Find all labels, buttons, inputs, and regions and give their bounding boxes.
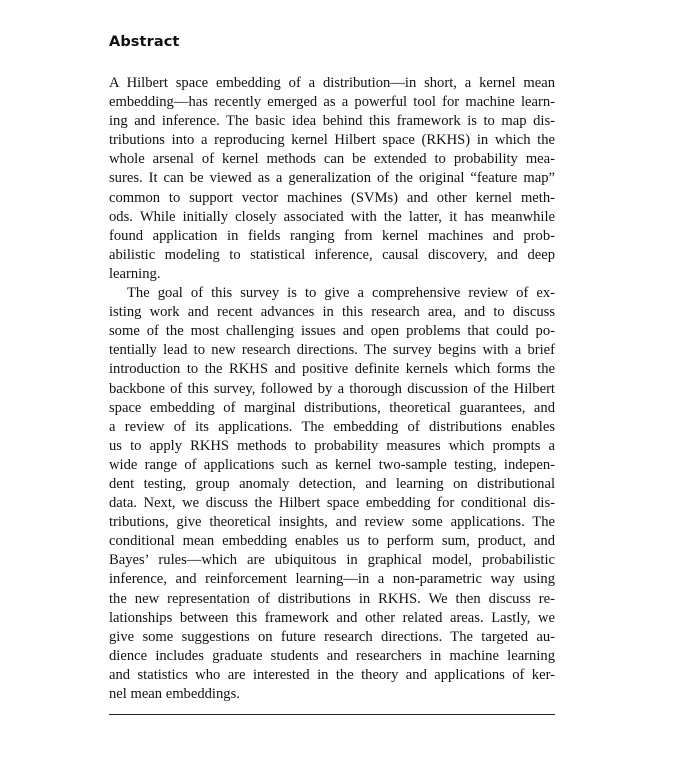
text-line: found application in fields ranging from kernel machines and prob- <box>109 227 555 244</box>
text-line: a review of its applications. The embedding of distributions enables <box>109 418 555 435</box>
abstract-body <box>109 74 555 704</box>
text-line: ing and inference. The basic idea behind this framework is to map dis- <box>109 113 555 130</box>
text-line: tributions into a reproducing kernel Hilbert space (RKHS) in which the <box>109 132 555 149</box>
text-line: isting work and recent advances in this research area, and to discuss <box>109 304 555 321</box>
abstract-paragraph-2 <box>109 284 555 704</box>
text-line: whole arsenal of kernel methods can be extended to probability mea- <box>109 151 555 168</box>
text-line: introduction to the RKHS and positive definite kernels which forms the <box>109 361 555 378</box>
text-line: Bayes’ rules—which are ubiquitous in graphical model, probabilistic <box>109 552 555 569</box>
text-line: dent testing, group anomaly detection, and learning on distributional <box>109 475 555 492</box>
horizontal-rule <box>109 714 555 715</box>
text-line: tentially lead to new research directions. The survey begins with a brief <box>109 342 555 359</box>
text-line: A Hilbert space embedding of a distribution—in short, a kernel mean <box>109 75 555 91</box>
text-line: us to apply RKHS methods to probability measures which prompts a <box>109 437 555 454</box>
text-line: abilistic modeling to statistical inference, causal discovery, and deep <box>109 246 555 263</box>
abstract-section <box>109 32 555 704</box>
text-line: sures. It can be viewed as a generalization of the original “feature map” <box>109 170 555 187</box>
text-line: ods. While initially closely associated with the latter, it has meanwhile <box>109 208 555 225</box>
text-line: learning. <box>109 265 161 282</box>
abstract-heading: Abstract <box>109 34 180 50</box>
text-line: embedding—has recently emerged as a powerful tool for machine learn- <box>109 94 555 111</box>
text-line: give some suggestions on future research directions. The targeted au- <box>109 628 555 645</box>
text-line: some of the most challenging issues and open problems that could po- <box>109 323 555 340</box>
text-line: and statistics who are interested in the theory and applications of ker- <box>109 666 555 683</box>
abstract-paragraph-1 <box>109 74 555 284</box>
text-line: wide range of applications such as kernel two-sample testing, indepen- <box>109 456 555 473</box>
text-line: dience includes graduate students and researchers in machine learning <box>109 647 555 664</box>
text-line: nel mean embeddings. <box>109 686 240 702</box>
text-line: space embedding of marginal distributions, theoretical guarantees, and <box>109 399 555 416</box>
text-line: common to support vector machines (SVMs) and other kernel meth- <box>109 189 555 206</box>
text-line: the new representation of distributions in RKHS. We then discuss re- <box>109 590 555 607</box>
text-line: backbone of this survey, followed by a thorough discussion of the Hilbert <box>109 380 555 397</box>
text-line: inference, and reinforcement learning—in a non-parametric way using <box>109 571 555 588</box>
text-line: lationships between this framework and other related areas. Lastly, we <box>109 609 555 626</box>
text-line: data. Next, we discuss the Hilbert space embedding for conditional dis- <box>109 495 555 512</box>
text-line: tributions, give theoretical insights, and review some applications. The <box>109 514 555 531</box>
text-line: The goal of this survey is to give a comprehensive review of ex- <box>127 285 555 302</box>
text-line: conditional mean embedding enables us to perform sum, product, and <box>109 533 555 550</box>
